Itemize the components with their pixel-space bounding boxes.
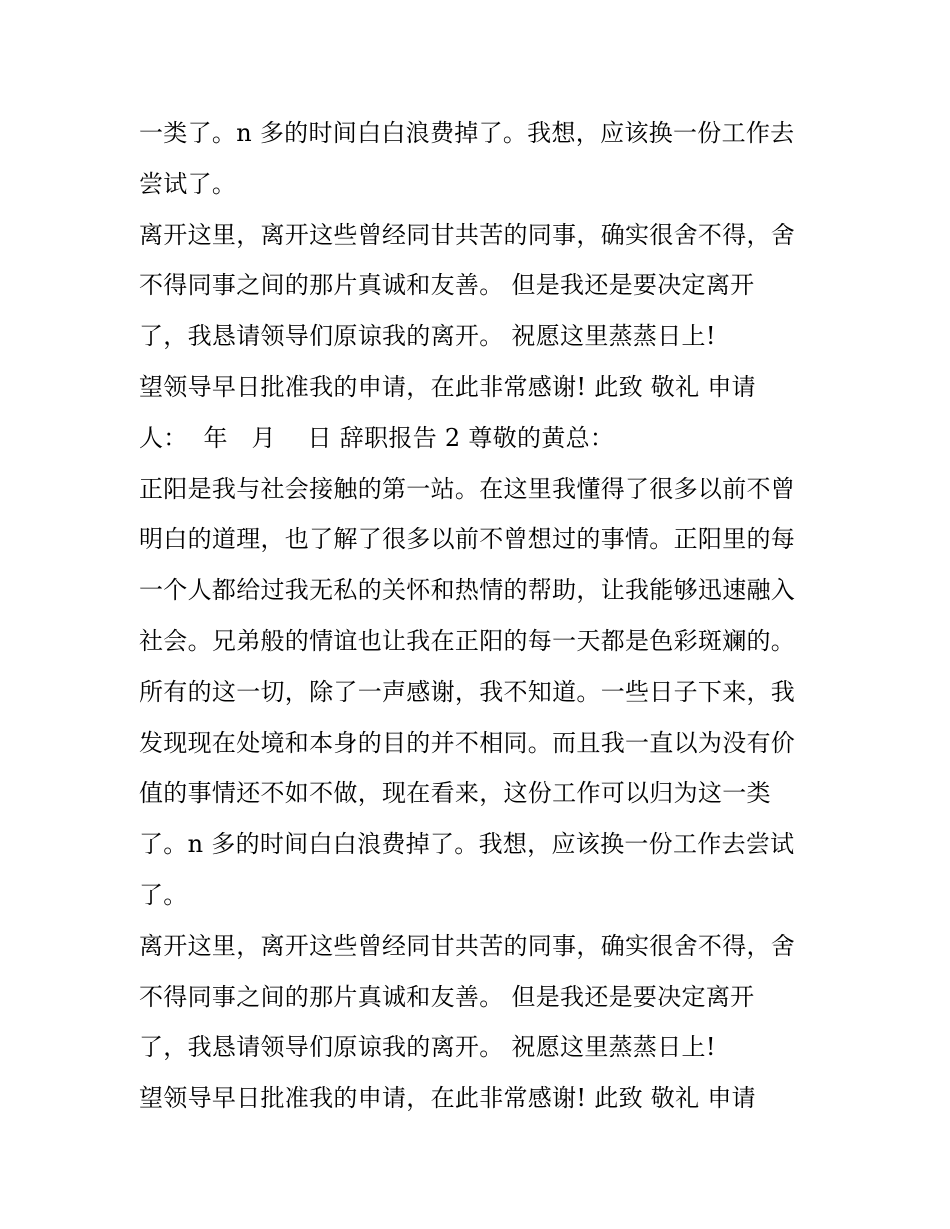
text-line: 正阳是我与社会接触的第一站。在这里我懂得了很多以前不曾 (139, 474, 796, 503)
text-line: 社会。兄弟般的情谊也让我在正阳的每一天都是色彩斑斓的。 (139, 626, 796, 655)
text-line: 望领导早日批准我的申请，在此非常感谢! 此致 敬礼 申请 (139, 372, 756, 401)
text-line: 离开这里，离开这些曾经同甘共苦的同事，确实很舍不得，舍 (139, 220, 796, 249)
text-line: 了。 (139, 880, 188, 909)
text-line: 所有的这一切，除了一声感谢，我不知道。一些日子下来，我 (139, 677, 796, 706)
document-body (139, 108, 839, 1124)
text-line: 离开这里，离开这些曾经同甘共苦的同事，确实很舍不得，舍 (139, 931, 796, 960)
text-line: 了，我恳请领导们原谅我的离开。 祝愿这里蒸蒸日上! (139, 1033, 716, 1062)
text-line: 了，我恳请领导们原谅我的离开。 祝愿这里蒸蒸日上! (139, 322, 716, 351)
text-line: 发现现在处境和本身的目的并不相同。而且我一直以为没有价 (139, 728, 796, 757)
text-line: 人： 年 月 日 辞职报告 2 尊敬的黄总： (139, 423, 615, 452)
text-line: 值的事情还不如不做，现在看来，这份工作可以归为这一类 (139, 779, 771, 808)
text-line: 一个人都给过我无私的关怀和热情的帮助，让我能够迅速融入 (139, 576, 796, 605)
text-line: 尝试了。 (139, 169, 237, 198)
text-line: 明白的道理，也了解了很多以前不曾想过的事情。正阳里的每 (139, 525, 796, 554)
text-line: 了。n 多的时间白白浪费掉了。我想，应该换一份工作去尝试 (139, 830, 795, 859)
text-line: 望领导早日批准我的申请，在此非常感谢! 此致 敬礼 申请 (139, 1084, 756, 1113)
text-line: 不得同事之间的那片真诚和友善。 但是我还是要决定离开 (139, 271, 755, 300)
text-line: 一类了。n 多的时间白白浪费掉了。我想，应该换一份工作去 (139, 119, 795, 147)
text-line: 不得同事之间的那片真诚和友善。 但是我还是要决定离开 (139, 982, 755, 1011)
